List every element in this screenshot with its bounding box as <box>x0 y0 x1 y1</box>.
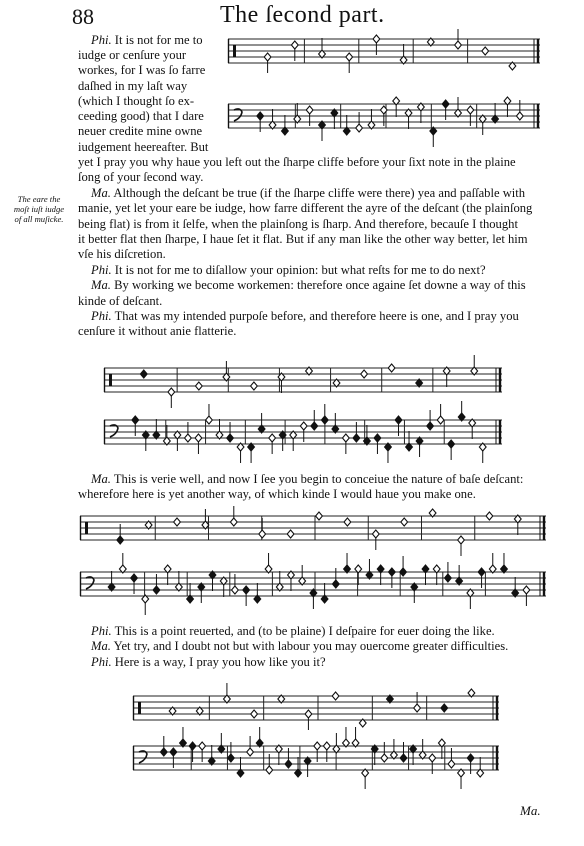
speaker-label: Phi. <box>91 33 112 47</box>
c-clef-icon <box>233 45 236 57</box>
speaker-label: Phi. <box>91 624 112 638</box>
note-head <box>189 742 196 750</box>
c-clef-icon <box>138 702 141 714</box>
text-line: iudge or cenſure your <box>78 48 187 62</box>
note-head <box>448 760 455 768</box>
note-head <box>300 422 307 430</box>
note-head <box>153 586 160 594</box>
text-line: yet I pray you why haue you left out the ſharpe cliffe before your ſixt note in the plaine <box>78 155 516 170</box>
note-head <box>346 53 353 61</box>
note-head <box>342 434 349 442</box>
note-head <box>467 754 474 762</box>
note-head <box>523 586 530 594</box>
margin-note-line: The eare the <box>17 194 61 204</box>
text-line: This is a point reuerted, and (to be plaine) I deſpaire for euer doing the like. <box>114 624 495 638</box>
note-head <box>467 106 474 114</box>
paragraph-ma-6 <box>78 472 523 503</box>
note-head <box>269 434 276 442</box>
text-line: vſe his diſcretion. <box>78 247 166 262</box>
note-head <box>395 416 402 424</box>
bass-clef-icon <box>86 577 94 589</box>
note-head <box>388 364 395 372</box>
note-head <box>195 434 202 442</box>
text-line: By working we become workemen: therefore once againe ſet downe a way of this <box>114 278 526 293</box>
note-head <box>353 434 360 442</box>
note-head <box>374 434 381 442</box>
text-line: Although the deſcant be true (if the ſharpe cliffe were there) yea and paſſable with <box>113 186 526 200</box>
text-line: That was my intended purpoſe before, and therefore heere is one, and I pray you <box>114 308 519 323</box>
note-head <box>429 754 436 762</box>
paragraph-ma-2 <box>78 186 532 262</box>
note-head <box>332 692 339 700</box>
note-head <box>285 760 292 768</box>
note-head <box>442 100 449 108</box>
text-line: This is verie well, and now I ſee you begin to conceiue the nature of baſe deſcant: <box>113 472 524 486</box>
note-head <box>195 382 202 390</box>
bass-clef-icon <box>139 751 147 763</box>
note-head <box>168 388 175 396</box>
music-staff <box>228 33 540 75</box>
text-line: manie, yet let your eare be iudge, how farre different the ayre of the deſcant (the plainſong <box>78 201 533 216</box>
note-head <box>230 518 237 526</box>
note-head <box>140 370 147 378</box>
margin-note <box>6 194 72 224</box>
speaker-label: Phi. <box>91 263 112 277</box>
note-head <box>372 530 379 538</box>
note-head <box>373 35 380 43</box>
note-head <box>287 530 294 538</box>
note-head <box>344 518 351 526</box>
text-line: cenſure it without anie flatterie. <box>78 324 237 339</box>
margin-note-line: moſt iuſt iudge <box>13 204 65 214</box>
music-staff <box>133 690 499 732</box>
note-head <box>516 112 523 120</box>
music-staff <box>80 510 546 552</box>
note-head <box>458 536 465 544</box>
note-head <box>257 112 264 120</box>
speaker-label: Ma. <box>91 472 111 486</box>
bass-clef-icon <box>110 425 118 437</box>
note-head <box>232 586 239 594</box>
text-line: Here is a way, I pray you how like you it? <box>114 654 326 669</box>
note-head <box>323 742 330 750</box>
text-line: workes, for I was ſo farre <box>78 63 206 78</box>
note-head <box>445 574 452 582</box>
text-line: It is not for me to <box>114 33 203 47</box>
note-head <box>482 47 489 55</box>
note-head <box>388 568 395 576</box>
text-line: (which I thought ſo ex- <box>78 93 195 108</box>
note-head <box>414 704 421 712</box>
note-head <box>185 434 192 442</box>
text-line: iudgement heereafter. But <box>78 139 209 154</box>
note-head <box>332 580 339 588</box>
speaker-label: Phi. <box>91 308 112 323</box>
note-head <box>199 742 206 750</box>
note-head <box>437 416 444 424</box>
note-head <box>174 518 181 526</box>
text-line: it better flat then ſharpe, I haue ſet it flat. But if any man like the other way better, let him <box>78 231 528 246</box>
text-line: being flat) is from it ſelfe, when the plainſong is ſharp. And therefore, becauſe I thought <box>78 216 518 231</box>
note-head <box>361 370 368 378</box>
note-head <box>266 766 273 774</box>
note-head <box>314 742 321 750</box>
note-head <box>441 704 448 712</box>
text-line: Yet try, and I doubt not but with labour you may ouercome greater difficulties. <box>113 639 509 654</box>
note-head <box>206 416 213 424</box>
note-head <box>311 422 318 430</box>
text-line: neuer credite mine owne <box>78 124 203 139</box>
music-staff <box>80 566 546 608</box>
text-line: daſhed in my laſt way <box>78 78 188 93</box>
note-head <box>251 710 258 718</box>
note-head <box>305 710 312 718</box>
text-line: ſong of your ſecond way. <box>78 170 204 185</box>
note-head <box>486 512 493 520</box>
c-clef-icon <box>85 522 88 534</box>
paragraph-group-7 <box>78 624 508 670</box>
note-head <box>264 53 271 61</box>
note-head <box>316 512 323 520</box>
note-head <box>427 422 434 430</box>
c-clef-icon <box>109 374 112 386</box>
paragraph-phi-1 <box>91 33 203 48</box>
note-head <box>227 434 234 442</box>
music-staff <box>133 740 499 782</box>
page-number: 88 <box>72 4 94 29</box>
text-line: kinde of deſcant. <box>78 293 163 308</box>
note-head <box>243 586 250 594</box>
note-head <box>259 530 266 538</box>
note-head <box>170 748 177 756</box>
text-line: wherefore here is yet another way, of which kinde I would haue you make one. <box>78 487 476 502</box>
margin-note-line: of all muſicke. <box>14 214 64 224</box>
note-head <box>356 124 363 132</box>
note-head <box>400 754 407 762</box>
note-head <box>401 518 408 526</box>
text-line: ceeding good) that I dare <box>78 109 204 124</box>
note-head <box>478 568 485 576</box>
note-head <box>251 382 258 390</box>
catchword: Ma. <box>520 803 541 818</box>
note-head <box>131 574 138 582</box>
note-head <box>132 416 139 424</box>
note-head <box>291 41 298 49</box>
music-staff <box>104 362 502 404</box>
speaker-label: Ma. <box>91 278 111 293</box>
paragraph-group-3 <box>78 263 526 339</box>
speaker-label: Ma. <box>91 639 111 654</box>
note-head <box>117 536 124 544</box>
music-staff <box>104 414 502 456</box>
note-head <box>306 106 313 114</box>
note-head <box>247 748 254 756</box>
note-head <box>448 440 455 448</box>
note-head <box>160 748 167 756</box>
bass-clef-icon <box>234 109 242 121</box>
music-staff <box>228 98 540 140</box>
speaker-label: Ma. <box>91 186 111 200</box>
speaker-label: Phi. <box>91 654 112 669</box>
note-head <box>228 754 235 762</box>
text-line: It is not for me to diſallow your opinion: but what reſts for me to do next? <box>114 263 486 277</box>
running-head: The ſecond part. <box>220 2 385 28</box>
note-head <box>455 41 462 49</box>
note-head <box>381 754 388 762</box>
note-head <box>321 416 328 424</box>
